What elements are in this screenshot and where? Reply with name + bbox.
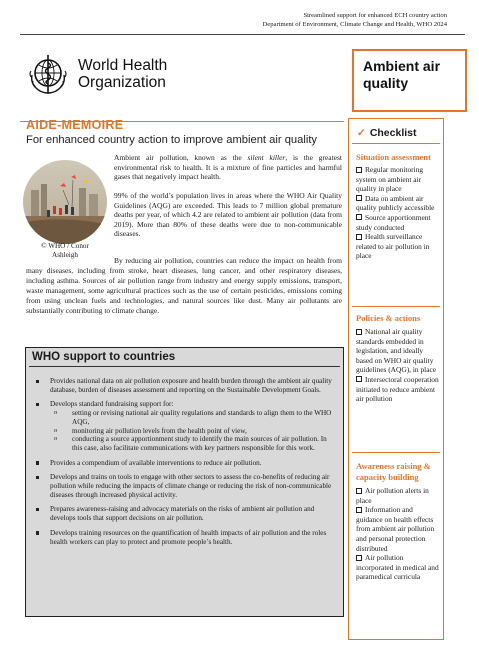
support-item: Develops training resources on the quantification of health impacts of air pollution and the roles health workers can play to protect and promote people’s health. [36, 529, 334, 546]
checklist-title [357, 127, 417, 139]
support-sub-item: o setting or revising national air quality regulations and standards to align them to the WHO AQG, [50, 409, 334, 426]
checkbox-icon[interactable] [356, 234, 362, 240]
support-item-text: Develops standard fundraising support for: [50, 400, 174, 409]
checklist-item [356, 232, 441, 261]
topic-title-line1: Ambient air [363, 58, 441, 74]
checklist-section-rule [352, 452, 440, 453]
checklist-item [356, 213, 441, 232]
checklist-item-label: Regular monitoring system on ambient air quality in place [356, 165, 424, 194]
support-item: Develops and trains on tools to engage with other sectors to assess the co-benefits of reducing air pollution while reducing the impacts of climate change or reducing the risk of non-communicable diseases through increased physical activity. [36, 473, 334, 499]
checklist-section-heading: Situation assessment [356, 152, 431, 162]
who-support-title: WHO support to countries [32, 351, 176, 363]
checklist-item [356, 505, 441, 553]
checklist-item-label: Data on ambient air quality publicly accessible [356, 193, 435, 213]
checklist-item-label: Intersectoral cooperation initiated to reduce ambient air pollution [356, 374, 439, 404]
checklist-section-heading: Policies & actions [356, 313, 421, 323]
checkbox-icon[interactable] [356, 214, 362, 220]
aide-memoire-subtitle: For enhanced country action to improve ambient air quality [26, 134, 318, 146]
support-sub-item: o monitoring air pollution levels from the health point of view, [50, 427, 334, 436]
checklist-item [356, 553, 441, 582]
aide-memoire-title: AIDE-MEMOIRE [26, 118, 124, 132]
checklist-section-heading: Awareness raising & capacity building [356, 461, 431, 482]
who-name-line2: Organization [78, 74, 166, 91]
support-sub-item: o conducting a source apportionment study to identify the main sources of air pollution. In this case, also facilitate communications with key partners responsible for this work. [50, 435, 334, 452]
checklist-item-label: National air quality standards embedded in legislation, and ideally based on WHO air quality guidelines (AQG), in place [356, 327, 437, 375]
checklist-item [356, 486, 441, 505]
checklist-item-label: Air pollution incorporated in medical and paramedical curricula [356, 553, 439, 582]
support-item: Provides national data on air pollution exposure and health burden through the ambient air quality database, burden of diseases assessment and reporting on the Sustainable Development Goals. [36, 377, 334, 394]
topic-title-line2: quality [363, 75, 409, 91]
intro-paragraph-3: By reducing air pollution, countries can reduce the impact on health from many diseases, including from stroke, heart diseases, lung cancer, and other respiratory diseases, including asthma. Sources of air pollution range from industry and energy supply emissions, transport, waste management, some agricultural practices such as the use of certain pesticides, emissions coming from using unclean fuels and technologies, and natural sources like dust. Many air pollutants are substantially contributing to climate change. [26, 256, 342, 315]
checklist-section-items [356, 327, 441, 404]
checkmark-icon: ✓ [357, 127, 366, 139]
checklist-section-items [356, 165, 441, 261]
who-logo [20, 53, 250, 97]
photo-credit-line2: Ashleigh [52, 251, 78, 259]
support-item [36, 400, 334, 452]
checklist-item [356, 165, 441, 194]
checklist-title-rule [352, 143, 440, 144]
who-support-divider [29, 366, 340, 367]
checklist-title-text: Checklist [369, 127, 417, 139]
checklist-item [356, 194, 441, 213]
header-divider [20, 34, 465, 35]
photo-credit-line1: © WHO / Conor [41, 242, 89, 250]
intro-p1-emphasis: silent killer [247, 153, 286, 162]
checkbox-icon[interactable] [356, 167, 362, 173]
checklist-section-items [356, 486, 441, 582]
checkbox-icon[interactable] [356, 195, 362, 201]
intro-p1-start: Ambient air pollution, known as the [114, 153, 248, 162]
checklist-item [356, 327, 441, 375]
checklist-item [356, 375, 441, 404]
support-item: Prepares awareness-raising and advocacy materials on the risks of ambient air pollution and develops tools that support decisions on air pollution. [36, 505, 334, 522]
checkbox-icon[interactable] [356, 555, 362, 561]
checkbox-icon[interactable] [356, 507, 362, 513]
topic-title-box [352, 49, 467, 112]
who-wordmark [78, 57, 167, 91]
city-smog-illustration [23, 160, 107, 244]
checklist-item-label: Source apportionment study conducted [356, 212, 431, 232]
intro-paragraph-2: 99% of the world’s population lives in areas where the WHO Air Quality Guidelines (AQG) are exceeded. This leads to 7 million global premature deaths per year, of which 4.2 are related to ambient air pollution (data from 2019). More than 80% of these deaths were due to non-communicable diseases. [114, 191, 342, 239]
air-pollution-photo [23, 160, 107, 244]
checkbox-icon[interactable] [356, 376, 362, 382]
who-name-line1: World Health [78, 57, 168, 74]
checkbox-icon[interactable] [356, 329, 362, 335]
intro-p1-end: , is the greatest environmental risk to health. It is a mixture of fine particles and harmful gases that negatively impact health. [114, 153, 342, 182]
document-header [263, 11, 447, 29]
checklist-section-rule [352, 306, 440, 307]
intro-paragraph-1 [114, 153, 342, 182]
who-emblem-icon [26, 53, 70, 97]
header-line-program: Streamlined support for enhanced ECH country action [303, 12, 447, 19]
support-sub-list [50, 409, 334, 453]
checkbox-icon[interactable] [356, 488, 362, 494]
checklist-item-label: Health surveillance related to air pollution in place [356, 232, 430, 261]
checklist-item-label: Air pollution alerts in place [356, 486, 429, 505]
who-support-list [36, 377, 334, 552]
header-line-department: Department of Environment, Climate Change and Health, WHO 2024 [262, 21, 447, 28]
support-item: Provides a compendium of available interventions to reduce air pollution. [36, 459, 334, 468]
checklist-item-label: Information and guidance on health effects from ambient air pollution and personal protection distributed [356, 505, 435, 553]
